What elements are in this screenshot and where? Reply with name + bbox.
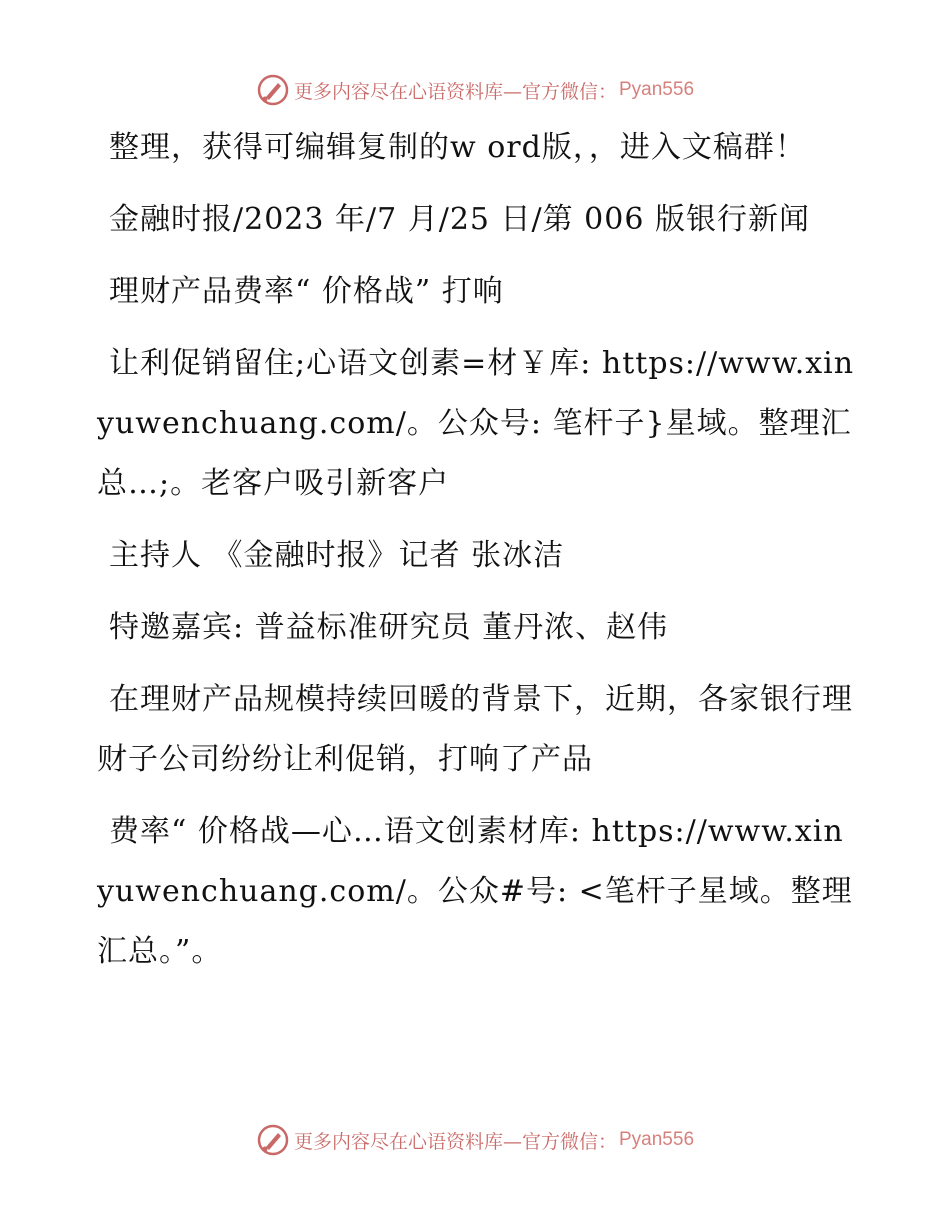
banner-wechat-id: Pyan556 (619, 79, 695, 100)
paragraph-intro: 整理，获得可编辑复制的w ord版，，进入文稿群！ (109, 130, 806, 165)
paragraph-host: 主持人 《金融时报》记者 张冰洁 (109, 538, 565, 573)
paragraph-body-2: 费率“ 价格战—心…语文创素材库: https://www.xinyuwenchuang.com/。公众#号: <笔杆子星域。整理汇总。”。 (97, 814, 853, 969)
paragraph-body-1: 在理财产品规模持续回暖的背景下，近期，各家银行理财子公司纷纷让利促销，打响了产品 (97, 682, 853, 777)
paragraph-guests: 特邀嘉宾: 普益标准研究员 董丹浓、赵伟 (109, 610, 669, 645)
paragraph-subheadline: 让利促销留住;心语文创素=材￥库: https://www.xinyuwenchuang.com/。公众号: 笔杆子}星域。整理汇总…;。老客户吸引新客户 (97, 346, 855, 501)
footer-watermark-banner (0, 1120, 950, 1160)
banner-text: 更多内容尽在心语资料库—官方微信： (293, 1130, 617, 1153)
banner-text: 更多内容尽在心语资料库—官方微信： (293, 80, 617, 103)
paragraph-headline: 理财产品费率“ 价格战” 打响 (109, 274, 504, 309)
paragraph-source: 金融时报/2023 年/7 月/25 日/第 006 版银行新闻 (109, 202, 810, 237)
pen-nib-logo-icon (256, 1123, 290, 1157)
header-watermark-banner (0, 70, 950, 110)
banner-wechat-id: Pyan556 (619, 1129, 695, 1150)
pen-nib-logo-icon (256, 73, 290, 107)
document-body (97, 118, 857, 982)
